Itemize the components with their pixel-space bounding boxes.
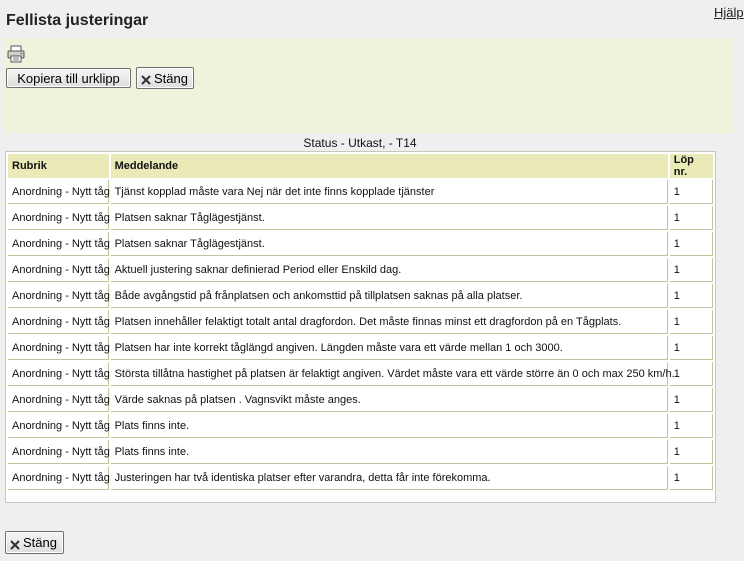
cell-rubrik: Anordning - Nytt tåg (8, 258, 109, 282)
printer-icon[interactable] (6, 44, 26, 64)
cell-rubrik: Anordning - Nytt tåg (8, 388, 109, 412)
cell-meddelande: Aktuell justering saknar definierad Period eller Enskild dag. (111, 258, 668, 282)
table-row[interactable] (8, 362, 713, 386)
cell-lop-nr: 1 (670, 232, 713, 256)
cell-rubrik: Anordning - Nytt tåg (8, 336, 109, 360)
cell-meddelande: Värde saknas på platsen . Vagnsvikt måste anges. (111, 388, 668, 412)
cell-rubrik: Anordning - Nytt tåg (8, 206, 109, 230)
results-table (5, 151, 716, 503)
column-header-rubrik[interactable]: Rubrik (8, 154, 109, 178)
cell-meddelande: Platsen saknar Tåglägestjänst. (111, 206, 668, 230)
table-row[interactable] (8, 284, 713, 308)
cell-meddelande: Plats finns inte. (111, 440, 668, 464)
cell-lop-nr: 1 (670, 284, 713, 308)
column-header-meddelande[interactable]: Meddelande (111, 154, 668, 178)
table-row[interactable] (8, 180, 713, 204)
cell-meddelande: Tjänst kopplad måste vara Nej när det inte finns kopplade tjänster (111, 180, 668, 204)
close-button-top[interactable] (136, 67, 194, 89)
cell-meddelande: Justeringen har två identiska platser efter varandra, detta får inte förekomma. (111, 466, 668, 490)
cell-rubrik: Anordning - Nytt tåg (8, 310, 109, 334)
cell-meddelande: Plats finns inte. (111, 414, 668, 438)
copy-to-clipboard-button[interactable] (6, 68, 131, 88)
cell-meddelande: Största tillåtna hastighet på platsen är felaktigt angiven. Värdet måste vara ett värde större än 0 och max 250 km/h. (111, 362, 668, 386)
table-row[interactable] (8, 336, 713, 360)
cell-lop-nr: 1 (670, 180, 713, 204)
toolbar-panel (4, 38, 734, 133)
cell-lop-nr: 1 (670, 466, 713, 490)
close-button-label: Stäng (154, 70, 188, 86)
cell-lop-nr: 1 (670, 362, 713, 386)
copy-button-label: Kopiera till urklipp (17, 70, 120, 86)
close-button-label: Stäng (23, 535, 57, 550)
page-title: Fellista justeringar (6, 12, 149, 29)
cell-lop-nr: 1 (670, 310, 713, 334)
table-row[interactable] (8, 310, 713, 334)
cell-meddelande: Både avgångstid på frånplatsen och ankomsttid på tillplatsen saknas på alla platser. (111, 284, 668, 308)
status-text: Status - Utkast, - T14 (303, 136, 417, 150)
column-header-lop-nr[interactable]: Löp nr. (670, 154, 713, 178)
cell-rubrik: Anordning - Nytt tåg (8, 466, 109, 490)
cell-rubrik: Anordning - Nytt tåg (8, 414, 109, 438)
cell-lop-nr: 1 (670, 414, 713, 438)
cell-lop-nr: 1 (670, 258, 713, 282)
cell-lop-nr: 1 (670, 440, 713, 464)
cell-rubrik: Anordning - Nytt tåg (8, 440, 109, 464)
cell-rubrik: Anordning - Nytt tåg (8, 362, 109, 386)
table-header-row (8, 154, 713, 178)
close-button-bottom[interactable] (5, 531, 64, 554)
close-x-icon (141, 73, 151, 83)
cell-rubrik: Anordning - Nytt tåg (8, 284, 109, 308)
table-row[interactable] (8, 258, 713, 282)
cell-lop-nr: 1 (670, 336, 713, 360)
table-row[interactable] (8, 414, 713, 438)
cell-lop-nr: 1 (670, 206, 713, 230)
table-row[interactable] (8, 232, 713, 256)
table-row[interactable] (8, 466, 713, 490)
cell-rubrik: Anordning - Nytt tåg (8, 232, 109, 256)
table-row[interactable] (8, 388, 713, 412)
cell-meddelande: Platsen saknar Tåglägestjänst. (111, 232, 668, 256)
help-link[interactable]: Hjälp (714, 5, 744, 20)
close-x-icon (10, 538, 20, 548)
cell-meddelande: Platsen har inte korrekt tåglängd angiven. Längden måste vara ett värde mellan 1 och 3000. (111, 336, 668, 360)
cell-rubrik: Anordning - Nytt tåg (8, 180, 109, 204)
cell-meddelande: Platsen innehåller felaktigt totalt antal dragfordon. Det måste finnas minst ett dragfordon på en Tågplats. (111, 310, 668, 334)
cell-lop-nr: 1 (670, 388, 713, 412)
table-row[interactable] (8, 206, 713, 230)
table-row[interactable] (8, 440, 713, 464)
